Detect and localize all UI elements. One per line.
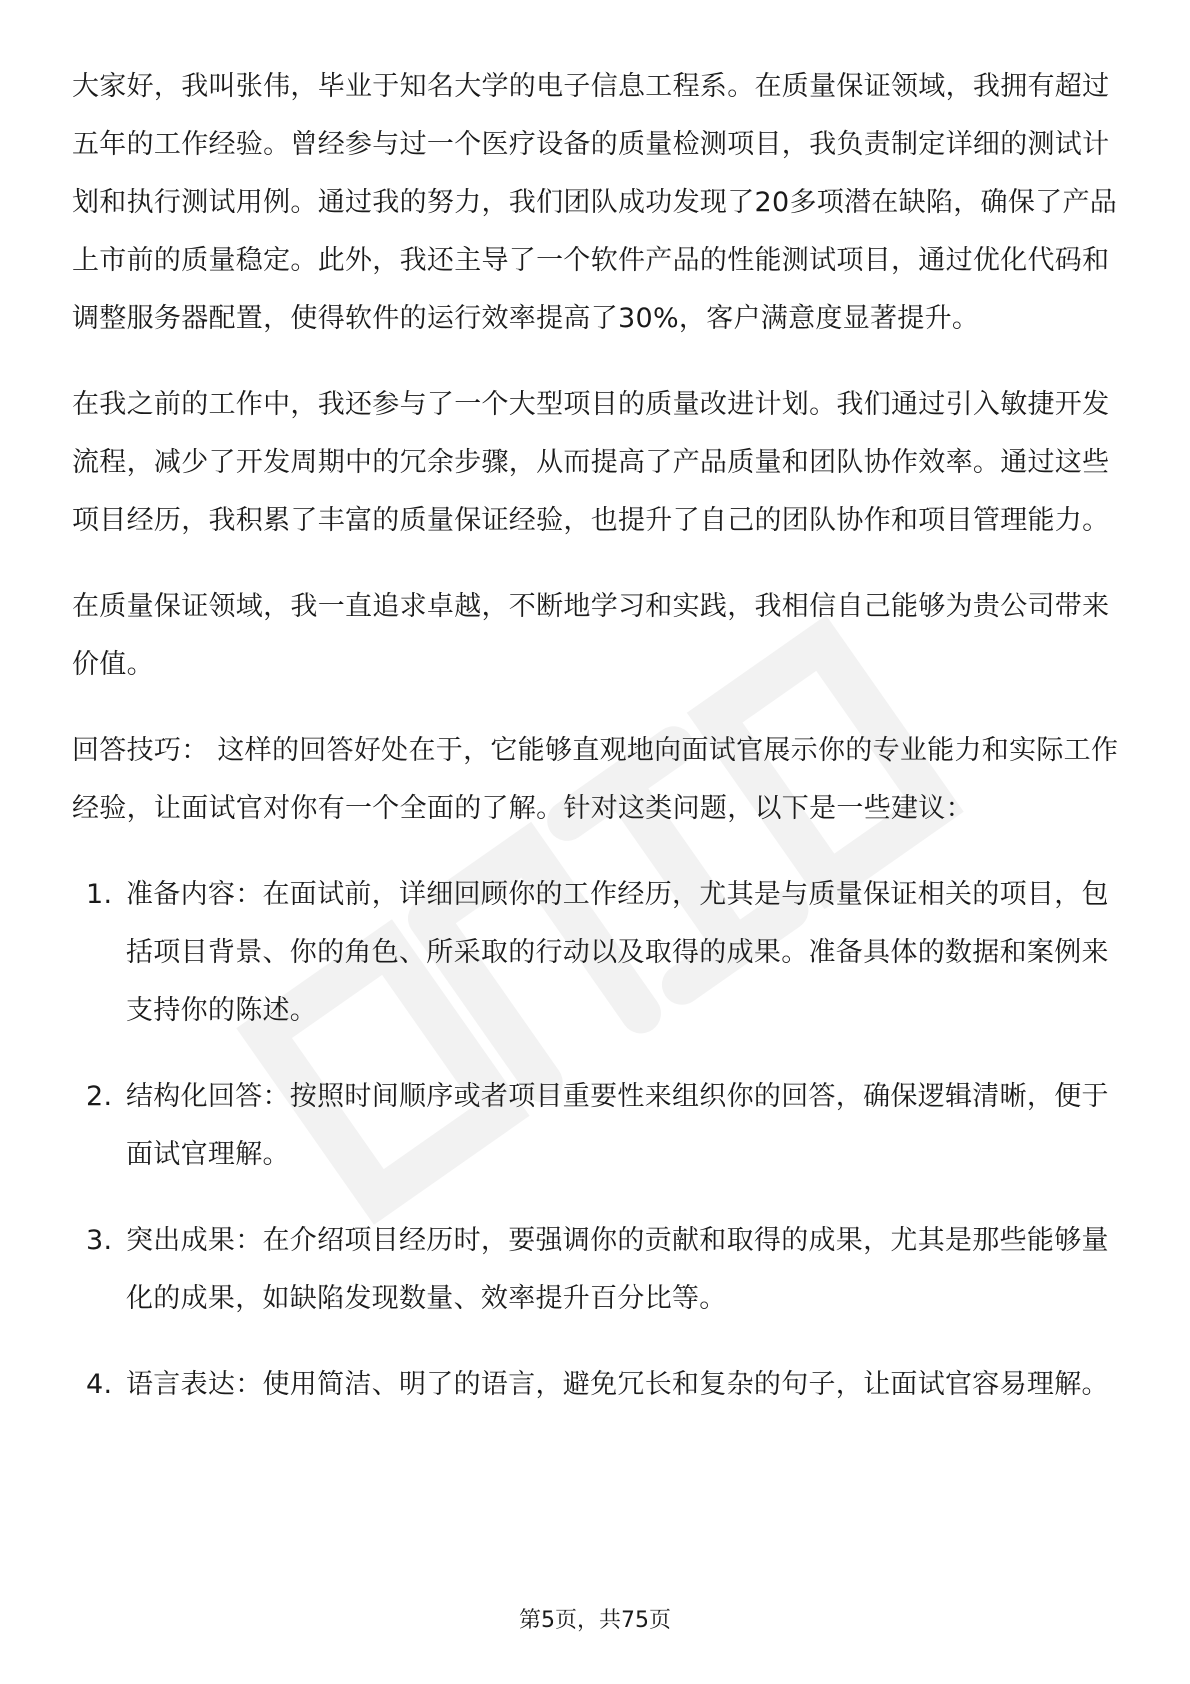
experience-paragraph: 在我之前的工作中，我还参与了一个大型项目的质量改进计划。我们通过引入敏捷开发流程，减少了开发周期中的冗余步骤，从而提高了产品质量和团队协作效率。通过这些项目经历，我积累了丰富的质量保证经验，也提升了自己的团队协作和项目管理能力。 (72, 389, 1110, 536)
list-item (72, 1212, 1120, 1328)
list-item-text: 准备内容：在面试前，详细回顾你的工作经历，尤其是与质量保证相关的项目，包括项目背景、你的角色、所采取的行动以及取得的成果。准备具体的数据和案例来支持你的陈述。 (126, 879, 1109, 1026)
list-item (72, 1356, 1120, 1414)
list-item-number: 2. (86, 1081, 113, 1112)
page-number-footer: 第5页，共75页 (519, 1608, 671, 1633)
list-item-number: 1. (86, 879, 113, 910)
list-item (72, 866, 1120, 1040)
list-item-number: 3. (86, 1225, 113, 1256)
document-body (72, 58, 1120, 1442)
list-item-text: 突出成果：在介绍项目经历时，要强调你的贡献和取得的成果，尤其是那些能够量化的成果，如缺陷发现数量、效率提升百分比等。 (126, 1225, 1109, 1314)
tips-intro-paragraph: 回答技巧： 这样的回答好处在于，它能够直观地向面试官展示你的专业能力和实际工作经验，让面试官对你有一个全面的了解。针对这类问题，以下是一些建议： (72, 735, 1119, 824)
intro-paragraph: 大家好，我叫张伟，毕业于知名大学的电子信息工程系。在质量保证领域，我拥有超过五年的工作经验。曾经参与过一个医疗设备的质量检测项目，我负责制定详细的测试计划和执行测试用例。通过我的努力，我们团队成功发现了20多项潜在缺陷，确保了产品上市前的质量稳定。此外，我还主导了一个软件产品的性能测试项目，通过优化代码和调整服务器配置，使得软件的运行效率提高了30%，客户满意度显著提升。 (72, 71, 1118, 334)
list-item (72, 1068, 1120, 1184)
list-item-number: 4. (86, 1369, 113, 1400)
tips-list (72, 866, 1120, 1414)
closing-paragraph: 在质量保证领域，我一直追求卓越，不断地学习和实践，我相信自己能够为贵公司带来价值。 (72, 591, 1110, 680)
list-item-text: 语言表达：使用简洁、明了的语言，避免冗长和复杂的句子，让面试官容易理解。 (126, 1369, 1109, 1400)
list-item-text: 结构化回答：按照时间顺序或者项目重要性来组织你的回答，确保逻辑清晰，便于面试官理解。 (126, 1081, 1109, 1170)
